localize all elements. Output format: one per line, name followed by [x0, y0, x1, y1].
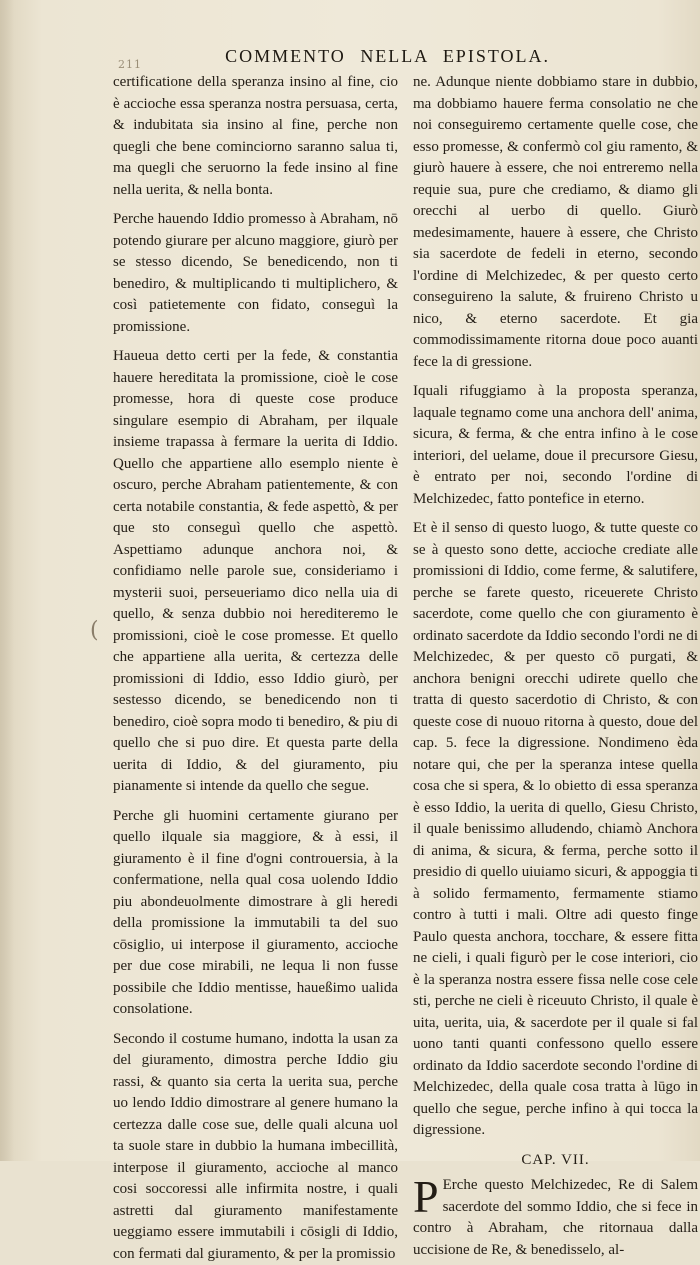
- drop-cap-letter: P: [413, 1177, 439, 1217]
- running-title-word: NELLA: [360, 46, 428, 66]
- page-gutter-shadow: [0, 0, 14, 1161]
- scripture-paragraph: Perche hauendo Iddio promesso à Abraham, nō potendo giurare per alcuno maggiore, giurò per se stesso dicendo, Se benedicendo, non ti benediro, & multiplicando ti multiplichero, & così patietemente con fidato, conseguì la promissione.: [113, 209, 398, 338]
- chapter-heading: CAP. VII.: [413, 1150, 698, 1172]
- scripture-paragraph: Perche gli huomini certamente giurano per quello ilquale sia maggiore, & à essi, il giuramento è il fine d'ogni controuersia, à la confermatione, nella qual cosa uolendo Iddio piu abondeuolmente dimostrare à gli heredi della promissione la immutabili ta del suo cōsiglio, ui interpose il giuramento, accioche per due cose mirabili, ne lequa li non fusse possibile che Iddio mentisse, haueßimo ualida consolatione.: [113, 806, 398, 1021]
- scripture-paragraph: Iquali rifuggiamo à la proposta speranza, laquale tegnamo come una anchora dell' anima, sicura, & ferma, & che entra infino à le cose interiori, del uelame, doue il precursore Giesu, è entrato per noi, secondo l'ordine di Melchizedec, fatto pontefice in eterno.: [413, 381, 698, 510]
- running-title-word: EPISTOLA.: [443, 46, 550, 66]
- left-column: [113, 72, 398, 1132]
- chapter-opening-text: Erche questo Melchizedec, Re di Salem sacerdote del sommo Iddio, che si fece in contro à Abraham, che ritornaua dalla uccisione de Re, & benedisselo, al-: [413, 1177, 698, 1258]
- paragraph: Haueua detto certi per la fede, & constantia hauere hereditata la promissione, cioè le cose promesse, hora di queste cose produce singulare esempio di Abraham, per ilquale insieme trapassa à fermare la uerita di Iddio. Quello che appartiene allo esemplo niente è oscuro, perche Abraham patientemente, & con certa notabile constantia, & fede aspettò, & per que sto conseguì quello che aspettò. Aspettiamo adunque anchora noi, & confidiamo nelle parole sue, consideriamo i mysterii suoi, perseueriamo dico nella uia di quello, & senza dubbio noi herediteremo le promissioni, cioè le cose promesse. Et quello che appartiene alla uerita, & certezza delle promissioni di Iddio, esso Iddio giurò, per sestesso dicendo, se benedicendo non ti benediro, cioè sopra modo ti benediro, & piu di quello che si puo dire. Et questa parte della uerita di Iddio, & del giuramento, piu pianamente si intende da quello che segue.: [113, 346, 398, 798]
- paragraph: ne. Adunque niente dobbiamo stare in dubbio, ma dobbiamo hauere ferma consolatio ne che noi conseguiremo certamente quelle cose, che esso promesse, & confermò col giu ramento, & giurò hauere à essere, che noi entreremo nella requie sua, pure che crediamo, & diamo gli orecchi al uerbo di quello. Giurò medesimamente, hauere à essere, che Christo sia sacerdote de fedeli in eterno, secondo l'ordine di Melchizedec, & per questo certo conseguireno la salute, & fruireno Christo u nico, & eterno sacerdote. Et gia commodissimamente ritorna doue poco auanti fece la di gressione.: [413, 72, 698, 373]
- paragraph: certificatione della speranza insino al fine, cio è accioche essa speranza nostra persuasa, certa, & indubitata sia insino al fine, perche non quegli che bene cominciorno saranno salua ti, ma quegli che seruorno la fede insino al fine nella uerita, & nella bonta.: [113, 72, 398, 201]
- chapter-opening: [413, 1175, 698, 1261]
- paragraph: Secondo il costume humano, indotta la usan za del giuramento, dimostra perche Iddio giu rassi, & quanto sia certa la uerita sua, perche uo lendo Iddio dimostrare al genere humano la certezza dalle cose sue, delle quali alcuna uol ta suole stare in dubbio la humana imbecillità, interpose il giuramento, accioche al manco cosi soccoressi alle infirmita nostre, i quali astretti dal giuramento manifestamente ueggiamo essere immutabili i cōsigli di Iddio, con fermati dal giuramento, & per la promissio: [113, 1029, 398, 1265]
- right-column: [413, 72, 698, 1132]
- folio-number: 211: [118, 58, 142, 71]
- running-title-word: COMMENTO: [225, 46, 346, 66]
- paragraph: Et è il senso di questo luogo, & tutte queste co se à questo sono dette, accioche crediate alle promissioni di Iddio, come ferme, & salutifere, perche se farete questo, riceuerete Christo sacerdote, come quello che con giuramento è ordinato sacerdote da Iddio secondo l'ordi ne di Melchizedec, & per questo cō purgati, & anchora benigni orecchi udirete quello che tratta di questo sacerdotio di Christo, & con queste cose di nuouo ritorna à questo, doue del cap. 5. fece la digressione. Nondimeno èda notare qui, che per la speranza intese quella cosa che si spera, & lo obietto di essa speranza è esso Iddio, la uerita di quello, Giesu Christo, il quale benissimo alludendo, chiamò Anchora di anima, & sicura, & ferma, perche sotto il presidio di quello uiuiamo sicuri, & appoggia ti à solido fermamento, fermamente stiamo contro à tutti i mali. Oltre adi questo finge Paulo questa anchora, tocchare, & essere fitta ne cieli, i quali figurò per le cose interiori, cio è la speranza nostra essere fissa nelle cose cele sti, perche ne cieli è riceuuto Christo, il quale è uita, uerita, uia, & sacerdote per il quale si fal uono tanti quanti confessono quello essere ordinato da Iddio sacerdote secondo l'ordine di Melchizedec, della quale cosa tratta à lūgo in quello che segue, perche infino à qui tocca la digressione.: [413, 518, 698, 1142]
- running-head: [0, 46, 700, 67]
- margin-bracket-mark: (: [90, 618, 99, 643]
